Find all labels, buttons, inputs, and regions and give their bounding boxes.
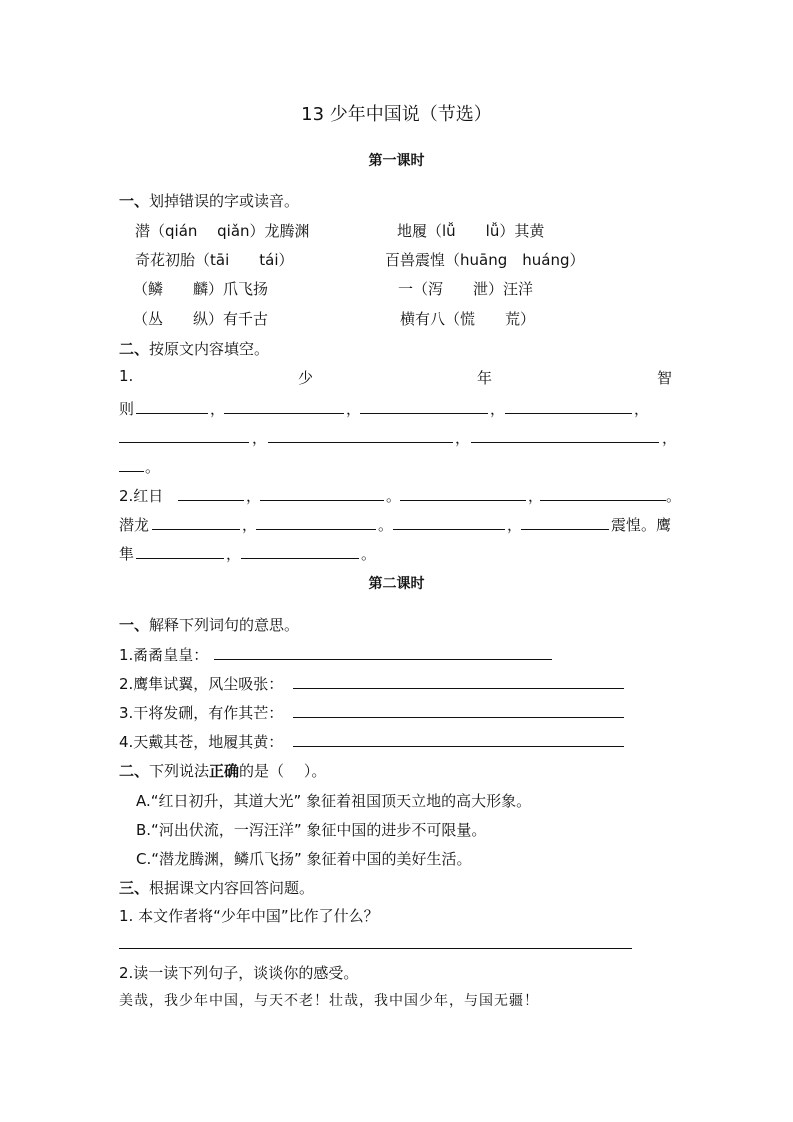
lesson2-title: 第二课时 [368, 576, 425, 592]
pinyin-item: 奇花初胎（tāi tái） [135, 251, 294, 269]
answer-blank[interactable] [214, 659, 552, 660]
fill-text: ， [507, 516, 523, 534]
section-2-heading [119, 338, 269, 359]
fill-text: 少 [298, 369, 314, 387]
answer-blank[interactable] [178, 500, 244, 501]
answer-blank[interactable] [393, 529, 505, 530]
fill-text: 。 [378, 516, 394, 534]
section-number: 一、 [119, 192, 150, 210]
section-number: 二、 [119, 762, 150, 780]
section-1-heading [119, 614, 299, 635]
fill-text: ， [252, 429, 268, 447]
answer-blank[interactable] [224, 413, 344, 414]
fill-text: 。 [145, 458, 161, 476]
explain-item: 2.鹰隼试翼，风尘吸张： [119, 675, 284, 693]
section-number: 二、 [119, 340, 150, 358]
emphasis-text: 正确 [209, 762, 240, 780]
section-label: 解释下列词句的意思。 [149, 616, 300, 634]
answer-blank[interactable] [521, 529, 609, 530]
question-1: 1. 本文作者将“少年中国”比作了什么？ [119, 907, 379, 925]
answer-blank[interactable] [360, 413, 488, 414]
choice-option-a: A.“红日初升，其道大光” 象征着祖国顶天立地的高大形象。 [136, 792, 532, 810]
answer-blank[interactable] [260, 500, 384, 501]
fill-text: 。 [666, 487, 682, 505]
choice-option-b: B.“河出伏流，一泻汪洋” 象征中国的进步不可限量。 [136, 821, 487, 839]
answer-blank[interactable] [293, 717, 624, 718]
fill-text: 2.红日 [119, 487, 164, 505]
pinyin-item: 地履（lǚ lǚ）其黄 [397, 222, 545, 240]
answer-blank[interactable] [540, 500, 666, 501]
pinyin-item: （丛 纵）有千古 [133, 310, 269, 328]
answer-blank[interactable] [400, 500, 526, 501]
answer-blank[interactable] [293, 746, 624, 747]
fill-text: ， [662, 429, 678, 447]
fill-text: 1. [119, 367, 134, 385]
explain-item: 4.天戴其苍，地履其黄： [119, 733, 284, 751]
fill-text: 潜龙 [119, 516, 150, 534]
pinyin-item: （鳞 麟）爪飞扬 [133, 280, 269, 298]
answer-blank[interactable] [136, 413, 208, 414]
fill-text: ， [210, 400, 226, 418]
fill-text: 智 [657, 369, 673, 387]
section-number: 三、 [119, 879, 150, 897]
answer-blank[interactable] [152, 529, 240, 530]
section-label: 根据课文内容回答问题。 [149, 879, 315, 897]
fill-text: 。 [361, 545, 377, 563]
pinyin-item: 潜（qián qiǎn）龙腾渊 [135, 222, 310, 240]
answer-blank[interactable] [293, 688, 624, 689]
explain-item: 3.干将发硎，有作其芒： [119, 704, 284, 722]
explain-item: 1.矞矞皇皇： [119, 646, 209, 664]
page-title: 13 少年中国说（节选） [301, 104, 492, 125]
fill-text: ， [528, 487, 544, 505]
section-label-end: 的是（ ）。 [239, 762, 327, 780]
answer-blank[interactable] [119, 948, 632, 949]
lesson1-title: 第一课时 [368, 153, 425, 169]
fill-text: ， [242, 516, 258, 534]
answer-blank[interactable] [505, 413, 632, 414]
answer-blank[interactable] [119, 471, 144, 472]
fill-text: ， [346, 400, 362, 418]
fill-text: 则 [119, 400, 135, 418]
fill-text: ， [246, 487, 262, 505]
pinyin-item: 一（泻 泄）汪洋 [398, 280, 534, 298]
answer-blank[interactable] [119, 442, 249, 443]
fill-text: ， [490, 400, 506, 418]
section-label: 下列说法 [149, 762, 210, 780]
choice-option-c: C.“潜龙腾渊，鳞爪飞扬” 象征着中国的美好生活。 [136, 850, 472, 868]
section-label: 划掉错误的字或读音。 [149, 192, 300, 210]
fill-text: 。 [386, 487, 402, 505]
answer-blank[interactable] [136, 558, 224, 559]
quote-text: 美哉，我少年中国，与天不老！壮哉，我中国少年，与国无疆！ [119, 993, 539, 1009]
fill-text: ， [455, 429, 471, 447]
fill-text: ， [634, 400, 650, 418]
section-2-heading [119, 760, 326, 781]
section-label: 按原文内容填空。 [149, 340, 270, 358]
section-1-heading [119, 190, 299, 211]
answer-blank[interactable] [241, 558, 359, 559]
section-3-heading [119, 877, 314, 898]
fill-text: 震惶。鹰 [611, 516, 672, 534]
fill-text: 年 [477, 369, 493, 387]
answer-blank[interactable] [268, 442, 453, 443]
fill-text: 隼 [119, 545, 135, 563]
answer-blank[interactable] [471, 442, 659, 443]
fill-text: ， [226, 545, 242, 563]
answer-blank[interactable] [256, 529, 376, 530]
pinyin-item: 百兽震惶（huāng huáng） [385, 251, 585, 269]
question-2: 2.读一读下列句子，谈谈你的感受。 [119, 964, 359, 982]
section-number: 一、 [119, 616, 150, 634]
pinyin-item: 横有八（慌 荒） [400, 310, 536, 328]
